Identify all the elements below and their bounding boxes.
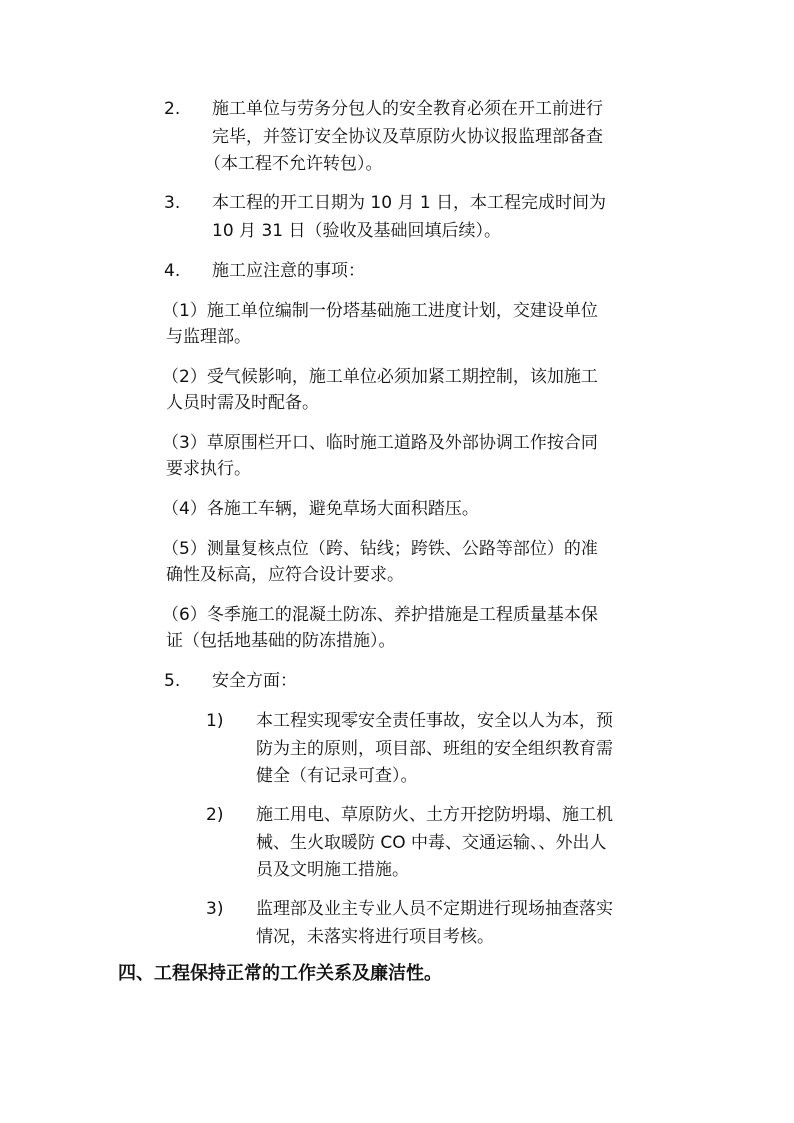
item-2-line-3: （本工程不允许转包）。 bbox=[204, 154, 383, 174]
item-2-number: 2. bbox=[164, 99, 181, 119]
item-5-sub-1-number: 1) bbox=[206, 711, 224, 731]
item-5-sub-2-number: 2) bbox=[206, 805, 224, 825]
item-5-sub-1-line-2: 防为主的原则，项目部、班组的安全组织教育需 bbox=[256, 739, 613, 759]
item-4-sub-1-line-2: 与监理部。 bbox=[166, 327, 251, 347]
item-5-number: 5. bbox=[164, 671, 181, 691]
item-5-sub-2-line-2: 械、生火取暖防 CO 中毒、交通运输、、外出人 bbox=[256, 833, 607, 853]
item-4-sub-6-line-1: （6）冬季施工的混凝土防冻、养护措施是工程质量基本保 bbox=[162, 605, 598, 625]
item-4-sub-5-line-2: 确性及标高，应符合设计要求。 bbox=[166, 565, 404, 585]
item-3-line-2: 10 月 31 日（验收及基础回填后续）。 bbox=[212, 221, 501, 241]
item-5-sub-2-line-1: 施工用电、草原防火、土方开挖防坍塌、施工机 bbox=[256, 805, 613, 825]
item-4-title: 施工应注意的事项： bbox=[212, 261, 365, 281]
item-5-sub-2-line-3: 员及文明施工措施。 bbox=[256, 860, 409, 880]
item-4-sub-5-line-1: （5）测量复核点位（跨、钻线；跨铁、公路等部位）的准 bbox=[162, 539, 598, 559]
item-4-sub-6-line-2: 证（包括地基础的防冻措施）。 bbox=[166, 631, 396, 651]
item-5-sub-1-line-3: 健全（有记录可查）。 bbox=[256, 766, 418, 786]
section-4-heading: 四、工程保持正常的工作关系及廉洁性。 bbox=[118, 963, 442, 984]
item-2-line-1: 施工单位与劳务分包人的安全教育必须在开工前进行 bbox=[212, 99, 603, 119]
item-5-sub-3-line-2: 情况，未落实将进行项目考核。 bbox=[256, 927, 494, 947]
item-3-line-1: 本工程的开工日期为 10 月 1 日，本工程完成时间为 bbox=[212, 193, 607, 213]
item-3-number: 3. bbox=[164, 193, 181, 213]
item-5-sub-1-line-1: 本工程实现零安全责任事故，安全以人为本，预 bbox=[256, 711, 613, 731]
item-2-line-2: 完毕，并签订安全协议及草原防火协议报监理部备查 bbox=[212, 127, 603, 147]
item-4-sub-4-line-1: （4）各施工车辆，避免草场大面积踏压。 bbox=[162, 499, 479, 519]
item-5-sub-3-number: 3) bbox=[206, 899, 224, 919]
item-5-sub-3-line-1: 监理部及业主专业人员不定期进行现场抽查落实 bbox=[256, 899, 613, 919]
item-4-sub-2-line-1: （2）受气候影响，施工单位必须加紧工期控制，该加施工 bbox=[162, 367, 598, 387]
item-4-sub-1-line-1: （1）施工单位编制一份塔基础施工进度计划，交建设单位 bbox=[162, 301, 598, 321]
item-4-sub-2-line-2: 人员时需及时配备。 bbox=[166, 393, 319, 413]
item-5-title: 安全方面： bbox=[212, 671, 297, 691]
item-4-sub-3-line-2: 要求执行。 bbox=[166, 459, 251, 479]
item-4-number: 4. bbox=[164, 261, 181, 281]
item-4-sub-3-line-1: （3）草原围栏开口、临时施工道路及外部协调工作按合同 bbox=[162, 433, 598, 453]
